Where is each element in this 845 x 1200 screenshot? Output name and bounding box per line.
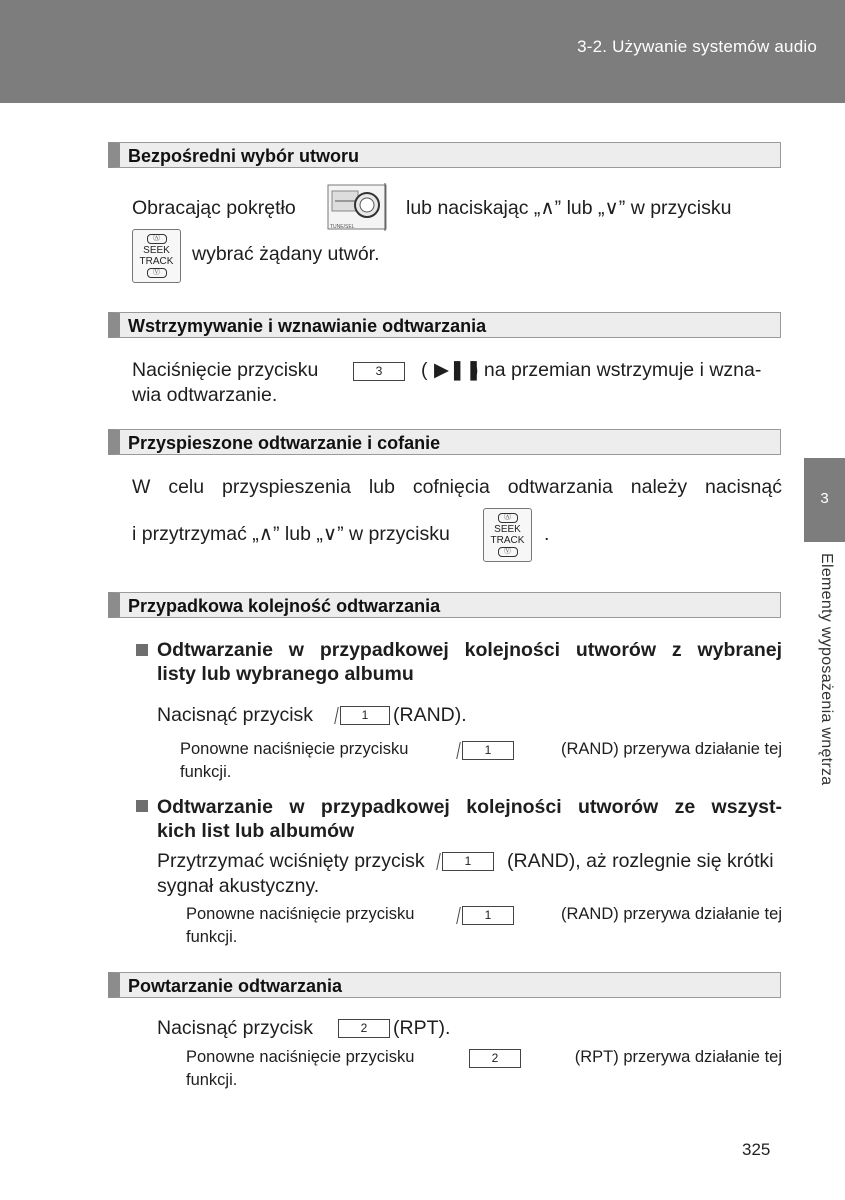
s4-sub2-note-line2: funkcji. [186,928,238,946]
section-heading-text: Bezpośredni wybór utworu [128,146,360,166]
s4-sub2-note-b: (RAND) przerywa działanie tej [561,905,782,923]
s3-text-line2: i przytrzymać „∧” lub „∨” w przycisku [132,523,450,545]
section-heading-direct-select [108,142,781,168]
button-1-icon: 1 [462,741,514,760]
seek-label: SEEK [494,524,521,535]
s2-text-b: ) na przemian wstrzymuje i wzna- [472,359,762,381]
section-heading-repeat [108,972,781,998]
s5-instr-a: Nacisnąć przycisk [157,1017,314,1039]
button-2-icon: 2 [338,1019,390,1038]
s4-sub1-title-line2: listy lub wybranego albumu [157,663,414,685]
s4-sub1-note-a: Ponowne naciśnięcie przycisku [180,740,409,758]
knob-label: TUNE/SEL [330,224,355,230]
s5-note-b: (RPT) przerywa działanie tej [574,1048,782,1066]
track-label: TRACK [139,256,174,267]
page-number: 325 [742,1140,771,1159]
s4-sub1-note-b: (RAND) przerywa działanie tej [561,740,782,758]
header-bar [0,0,845,103]
seek-label: SEEK [143,245,170,256]
s4-sub2-title-line2: kich list lub albumów [157,820,355,842]
track-label: TRACK [490,535,525,546]
seek-down-icon: Ⓥ [498,547,518,557]
button-1-icon: 1 [442,852,494,871]
s1-text-a: Obracając pokrętło [132,197,296,219]
s4-sub1-instr-b: (RAND). [393,704,467,726]
section-heading-pause-resume [108,312,781,338]
play-pause-icon: ▶❚❚ [434,359,482,381]
s5-instr-b: (RPT). [393,1017,451,1039]
seek-down-icon: Ⓥ [147,268,167,278]
button-3-icon: 3 [353,362,405,381]
s3-text-end: . [544,523,550,545]
seek-track-button-icon [132,229,181,283]
s4-sub2-title-line1: Odtwarzanie w przypadkowej kolejności utworów ze wszyst- [157,796,782,818]
s1-text-b: lub naciskając „∧” lub „∨” w przycisku [406,197,732,219]
seek-up-icon: Ⓐ [147,234,167,244]
chapter-title: 3-2. Używanie systemów audio [577,37,817,56]
s4-sub1-title-line1: Odtwarzanie w przypadkowej kolejności utworów z wybranej [157,639,782,661]
s2-text-line2: wia odtwarzanie. [132,384,278,406]
s2-paren-open: ( [421,359,428,381]
seek-track-button-icon-2 [483,508,532,562]
section-heading-text: Wstrzymywanie i wznawianie odtwarzania [128,316,487,336]
s4-sub2-instr-b: (RAND), aż rozlegnie się krótki [507,850,774,872]
button-1-icon: 1 [462,906,514,925]
s1-text-line2: wybrać żądany utwór. [192,243,380,265]
bullet-square-icon [136,800,148,812]
seek-up-icon: Ⓐ [498,513,518,523]
s4-sub1-instr-a: Nacisnąć przycisk [157,704,314,726]
button-1-icon: 1 [340,706,390,725]
chapter-tab [804,458,845,542]
chapter-tab-number: 3 [820,490,829,507]
s5-note-line2: funkcji. [186,1071,238,1089]
s3-text-line1: W celu przyspieszenia lub cofnięcia odtwarzania należy nacisnąć [132,476,782,498]
section-heading-fast-forward [108,429,781,455]
bullet-square-icon [136,644,148,656]
section-heading-text: Przypadkowa kolejność odtwarzania [128,596,441,616]
s2-text-a: Naciśnięcie przycisku [132,359,319,381]
s4-sub2-instr-line2: sygnał akustyczny. [157,875,320,897]
section-heading-text: Przyspieszone odtwarzanie i cofanie [128,433,441,453]
s5-note-a: Ponowne naciśnięcie przycisku [186,1048,415,1066]
button-2-icon: 2 [469,1049,521,1068]
chapter-tab-label: Elementy wyposażenia wnętrza [818,553,835,786]
s4-sub2-note-a: Ponowne naciśnięcie przycisku [186,905,415,923]
section-heading-text: Powtarzanie odtwarzania [128,976,343,996]
section-heading-random [108,592,781,618]
s4-sub1-note-line2: funkcji. [180,763,232,781]
s4-sub2-instr-a: Przytrzymać wciśnięty przycisk [157,850,425,872]
